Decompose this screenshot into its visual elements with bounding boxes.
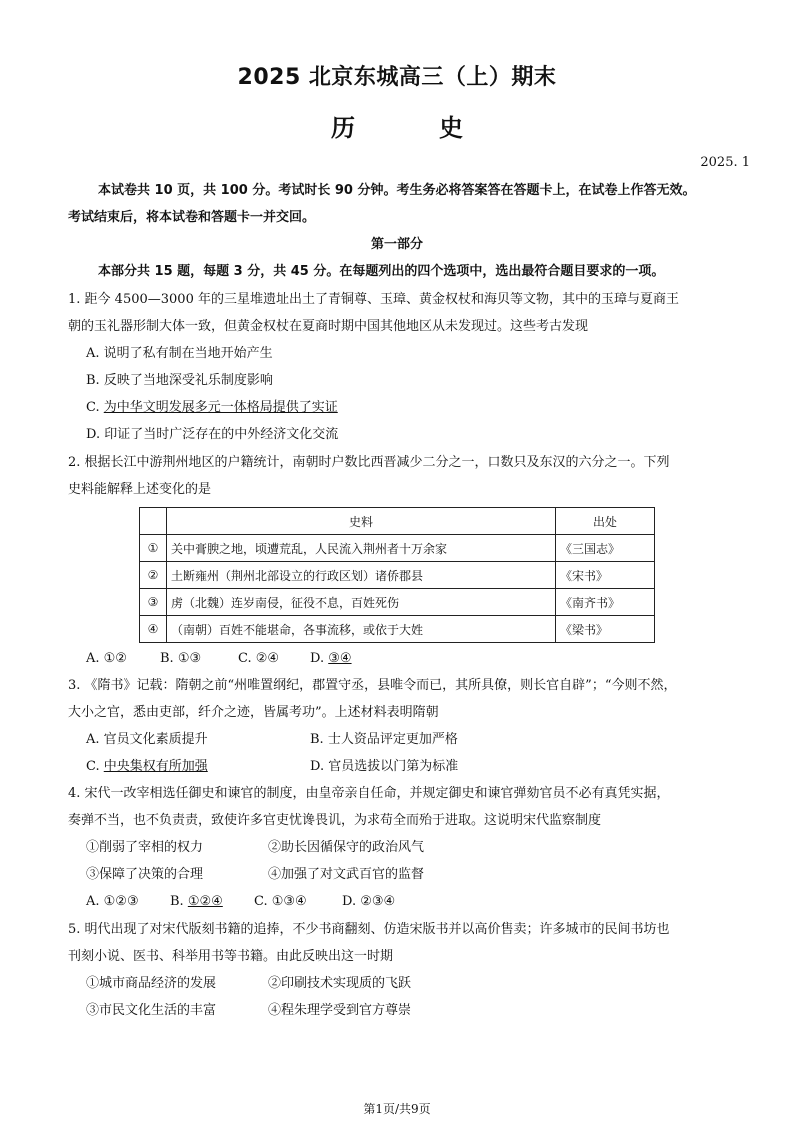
table-row [140,616,655,643]
q1-option-a: A. 说明了私有制在当地开始产生 [86,346,273,361]
q5-stem-line-1: 5. 明代出现了对宋代版刻书籍的追捧，不少书商翻刻、仿造宋版书并以高价售卖；许多城市的民间书坊也 [68,922,670,937]
table-cell: 虏（北魏）连岁南侵，征役不息，百姓死伤 [167,589,556,616]
table-header-cell: 史料 [167,508,556,535]
q3-option-b: B. 士人资品评定更加严格 [310,732,458,747]
part-heading: 第一部分 [370,237,423,252]
q5-item-1: ①城市商品经济的发展 [86,976,217,991]
q2-option-d: D. ③④ [310,651,352,666]
q4-stem-line-1: 4. 宋代一改宰相选任御史和谏官的制度，由皇帝亲自任命，并规定御史和谏官弹劾官员不必有真凭实据， [68,786,670,801]
table-cell: 《南齐书》 [556,589,655,616]
q1-option-d: D. 印证了当时广泛存在的中外经济文化交流 [86,427,339,442]
table-row [140,562,655,589]
intro-line-1: 本试卷共 10 页，共 100 分。考试时长 90 分钟。考生务必将答案答在答题卡上，在试卷上作答无效。 [98,183,696,198]
q2-option-a: A. ①② [86,651,127,666]
table-cell: ④ [140,616,167,643]
q2-option-c: C. ②④ [238,651,280,666]
q5-item-4: ④程朱理学受到官方尊崇 [268,1003,412,1018]
q1-option-c: C. 为中华文明发展多元一体格局提供了实证 [86,400,338,415]
page-title: 2025 北京东城高三（上）期末 [237,65,557,90]
table-cell: 《梁书》 [556,616,655,643]
part-instructions: 本部分共 15 题，每题 3 分，共 45 分。在每题列出的四个选项中，选出最符合题目要求的一项。 [98,264,665,279]
q2-stem-line-1: 2. 根据长江中游荆州地区的户籍统计，南朝时户数比西晋减少二分之一，口数只及东汉的六分之一。下列 [68,455,670,470]
table-cell: ① [140,535,167,562]
table-cell: 土断雍州（荆州北部设立的行政区划）诸侨郡县 [167,562,556,589]
q3-option-d: D. 官员选拔以门第为标准 [310,759,459,774]
q3-stem-line-1: 3. 《隋书》记载：隋朝之前“州唯置纲纪，郡置守丞，县唯令而已，其所具僚，则长官自辟”；“今则不然， [68,678,677,693]
q5-item-2: ②印刷技术实现质的飞跃 [268,976,412,991]
table-row [140,535,655,562]
exam-date: 2025. 1 [700,155,750,170]
q2-stem-line-2: 史料能解释上述变化的是 [68,482,212,497]
q4-item-3: ③保障了决策的合理 [86,867,204,882]
table-header-row [140,508,655,535]
q4-option-b: B. ①②④ [170,894,223,909]
q1-option-b: B. 反映了当地深受礼乐制度影响 [86,373,273,388]
q1-stem-line-1: 1. 距今 4500—3000 年的三星堆遗址出土了青铜尊、玉璋、黄金权杖和海贝等文物，其中的玉璋与夏商王 [68,292,679,307]
page-number: 第1页/共9页 [363,1102,431,1116]
table-cell: 《三国志》 [556,535,655,562]
table-row [140,589,655,616]
q4-stem-line-2: 奏弹不当，也不负责责，致使许多官吏忧谗畏讥，为求苟全而殆于进取。这说明宋代监察制度 [68,813,602,828]
q3-option-c: C. 中央集权有所加强 [86,759,208,774]
table-cell: （南朝）百姓不能堪命，各事流移，或依于大姓 [167,616,556,643]
q4-item-4: ④加强了对文武百官的监督 [268,867,425,882]
subject-title: 历 史 [331,114,493,142]
q3-stem-line-2: 大小之官，悉由吏部，纤介之迹，皆属考功”。上述材料表明隋朝 [68,705,439,720]
q2-option-b: B. ①③ [160,651,202,666]
table-cell: 关中膏腴之地，顷遭荒乱，人民流入荆州者十万余家 [167,535,556,562]
table-header-cell [140,508,167,535]
table-cell: ② [140,562,167,589]
q4-option-d: D. ②③④ [342,894,396,909]
q3-answer-mark: 中央集权有所加强 [103,759,208,774]
table-header-cell: 出处 [556,508,655,535]
q4-option-a: A. ①②③ [86,894,139,909]
q5-item-3: ③市民文化生活的丰富 [86,1003,217,1018]
q2-source-table [139,507,655,643]
q2-answer-mark: ③④ [328,651,352,666]
q4-item-2: ②助长因循保守的政治风气 [268,840,425,855]
q3-option-a: A. 官员文化素质提升 [86,732,208,747]
table-cell: 《宋书》 [556,562,655,589]
table-cell: ③ [140,589,167,616]
q5-stem-line-2: 刊刻小说、医书、科举用书等书籍。由此反映出这一时期 [68,949,394,964]
q1-stem-line-2: 朝的玉礼器形制大体一致，但黄金权杖在夏商时期中国其他地区从未发现过。这些考古发现 [68,319,589,334]
q4-option-c: C. ①③④ [254,894,307,909]
q4-item-1: ①削弱了宰相的权力 [86,840,204,855]
q1-answer-mark: 为中华文明发展多元一体格局提供了实证 [103,400,338,415]
intro-line-2: 考试结束后，将本试卷和答题卡一并交回。 [68,210,316,225]
q4-answer-mark: ①②④ [187,894,223,909]
